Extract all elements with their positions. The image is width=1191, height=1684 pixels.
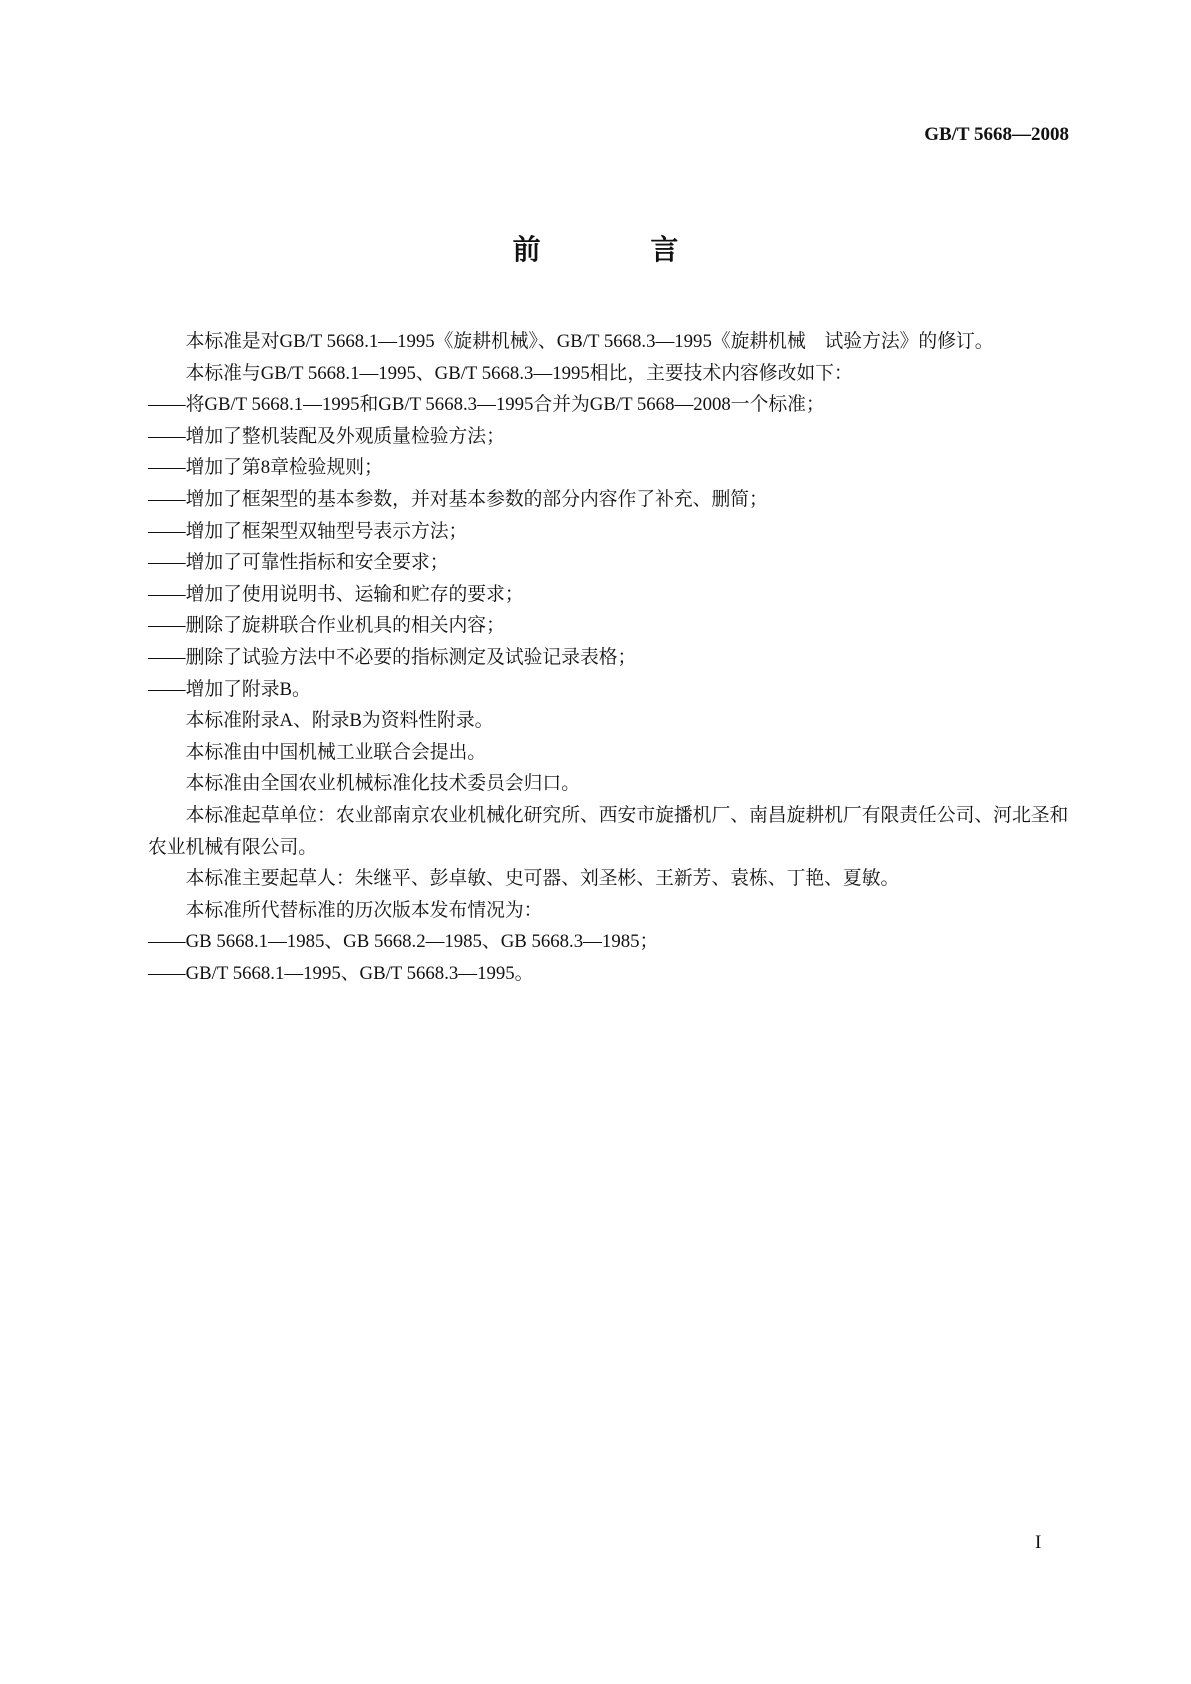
- paragraph-text: 增加了第8章检验规则；: [185, 457, 383, 479]
- paragraph-text: 增加了框架型双轴型号表示方法；: [185, 520, 468, 542]
- list-item: [148, 547, 1072, 579]
- page-number: I: [1035, 1532, 1042, 1553]
- dash-marker: ——: [148, 962, 186, 984]
- standard-number: GB/T 5668—2008: [924, 124, 1069, 145]
- paragraph-text: 删除了试验方法中不必要的指标测定及试验记录表格；: [185, 646, 637, 668]
- paragraph: [148, 326, 1072, 358]
- list-item: [148, 674, 1072, 706]
- paragraph-text: 本标准由全国农业机械标准化技术委员会归口。: [185, 773, 580, 795]
- paragraph: [148, 895, 1072, 927]
- paragraph-text: 本标准主要起草人：朱继平、彭卓敏、史可器、刘圣彬、王新芳、袁栋、丁艳、夏敏。: [185, 868, 900, 890]
- list-item: [148, 389, 1072, 421]
- paragraph-text: 将GB/T 5668.1—1995和GB/T 5668.3—1995合并为GB/T 5668—2008一个标准；: [185, 394, 825, 416]
- list-item: [148, 958, 1072, 990]
- paragraph-text: GB/T 5668.1—1995、GB/T 5668.3—1995。: [185, 962, 534, 984]
- paragraph-text: 本标准与GB/T 5668.1—1995、GB/T 5668.3—1995相比，主要技术内容修改如下：: [185, 362, 853, 384]
- paragraph-text: 本标准附录A、附录B为资料性附录。: [185, 710, 494, 732]
- page-title: 前 言: [512, 233, 729, 266]
- list-item: [148, 642, 1072, 674]
- paragraph-text: 增加了可靠性指标和安全要求；: [185, 552, 449, 574]
- paragraph-text: GB 5668.1—1985、GB 5668.2—1985、GB 5668.3—1985；: [185, 931, 659, 953]
- paragraph: [148, 358, 1072, 390]
- dash-marker: ——: [148, 931, 186, 953]
- foreword-body: [148, 326, 1072, 989]
- list-item: [148, 452, 1072, 484]
- paragraph-text: 删除了旋耕联合作业机具的相关内容；: [185, 615, 505, 637]
- paragraph-text: 本标准起草单位：农业部南京农业机械化研究所、西安市旋播机厂、南昌旋耕机厂有限责任公司、河北圣和农业机械有限公司。: [148, 804, 1069, 858]
- list-item: [148, 484, 1072, 516]
- paragraph: [148, 737, 1072, 769]
- paragraph: [148, 768, 1072, 800]
- dash-marker: ——: [148, 583, 186, 605]
- paragraph-text: 增加了使用说明书、运输和贮存的要求；: [185, 583, 524, 605]
- dash-marker: ——: [148, 646, 186, 668]
- dash-marker: ——: [148, 425, 186, 447]
- paragraph-text: 本标准是对GB/T 5668.1—1995《旋耕机械》、GB/T 5668.3—1995《旋耕机械 试验方法》的修订。: [185, 331, 994, 352]
- list-item: [148, 516, 1072, 548]
- paragraph-text: 增加了框架型的基本参数，并对基本参数的部分内容作了补充、删简；: [185, 488, 768, 510]
- dash-marker: ——: [148, 678, 186, 700]
- paragraph-text: 增加了整机装配及外观质量检验方法；: [185, 425, 505, 447]
- dash-marker: ——: [148, 552, 186, 574]
- dash-marker: ——: [148, 520, 186, 542]
- dash-marker: ——: [148, 457, 186, 479]
- paragraph-text: 本标准由中国机械工业联合会提出。: [185, 741, 487, 763]
- list-item: [148, 421, 1072, 453]
- paragraph-text: 本标准所代替标准的历次版本发布情况为：: [185, 899, 543, 921]
- dash-marker: ——: [148, 615, 186, 637]
- paragraph: [148, 800, 1072, 863]
- list-item: [148, 579, 1072, 611]
- paragraph: [148, 705, 1072, 737]
- list-item: [148, 926, 1072, 958]
- list-item: [148, 610, 1072, 642]
- paragraph: [148, 863, 1072, 895]
- paragraph-text: 增加了附录B。: [185, 678, 311, 700]
- dash-marker: ——: [148, 488, 186, 510]
- dash-marker: ——: [148, 394, 186, 416]
